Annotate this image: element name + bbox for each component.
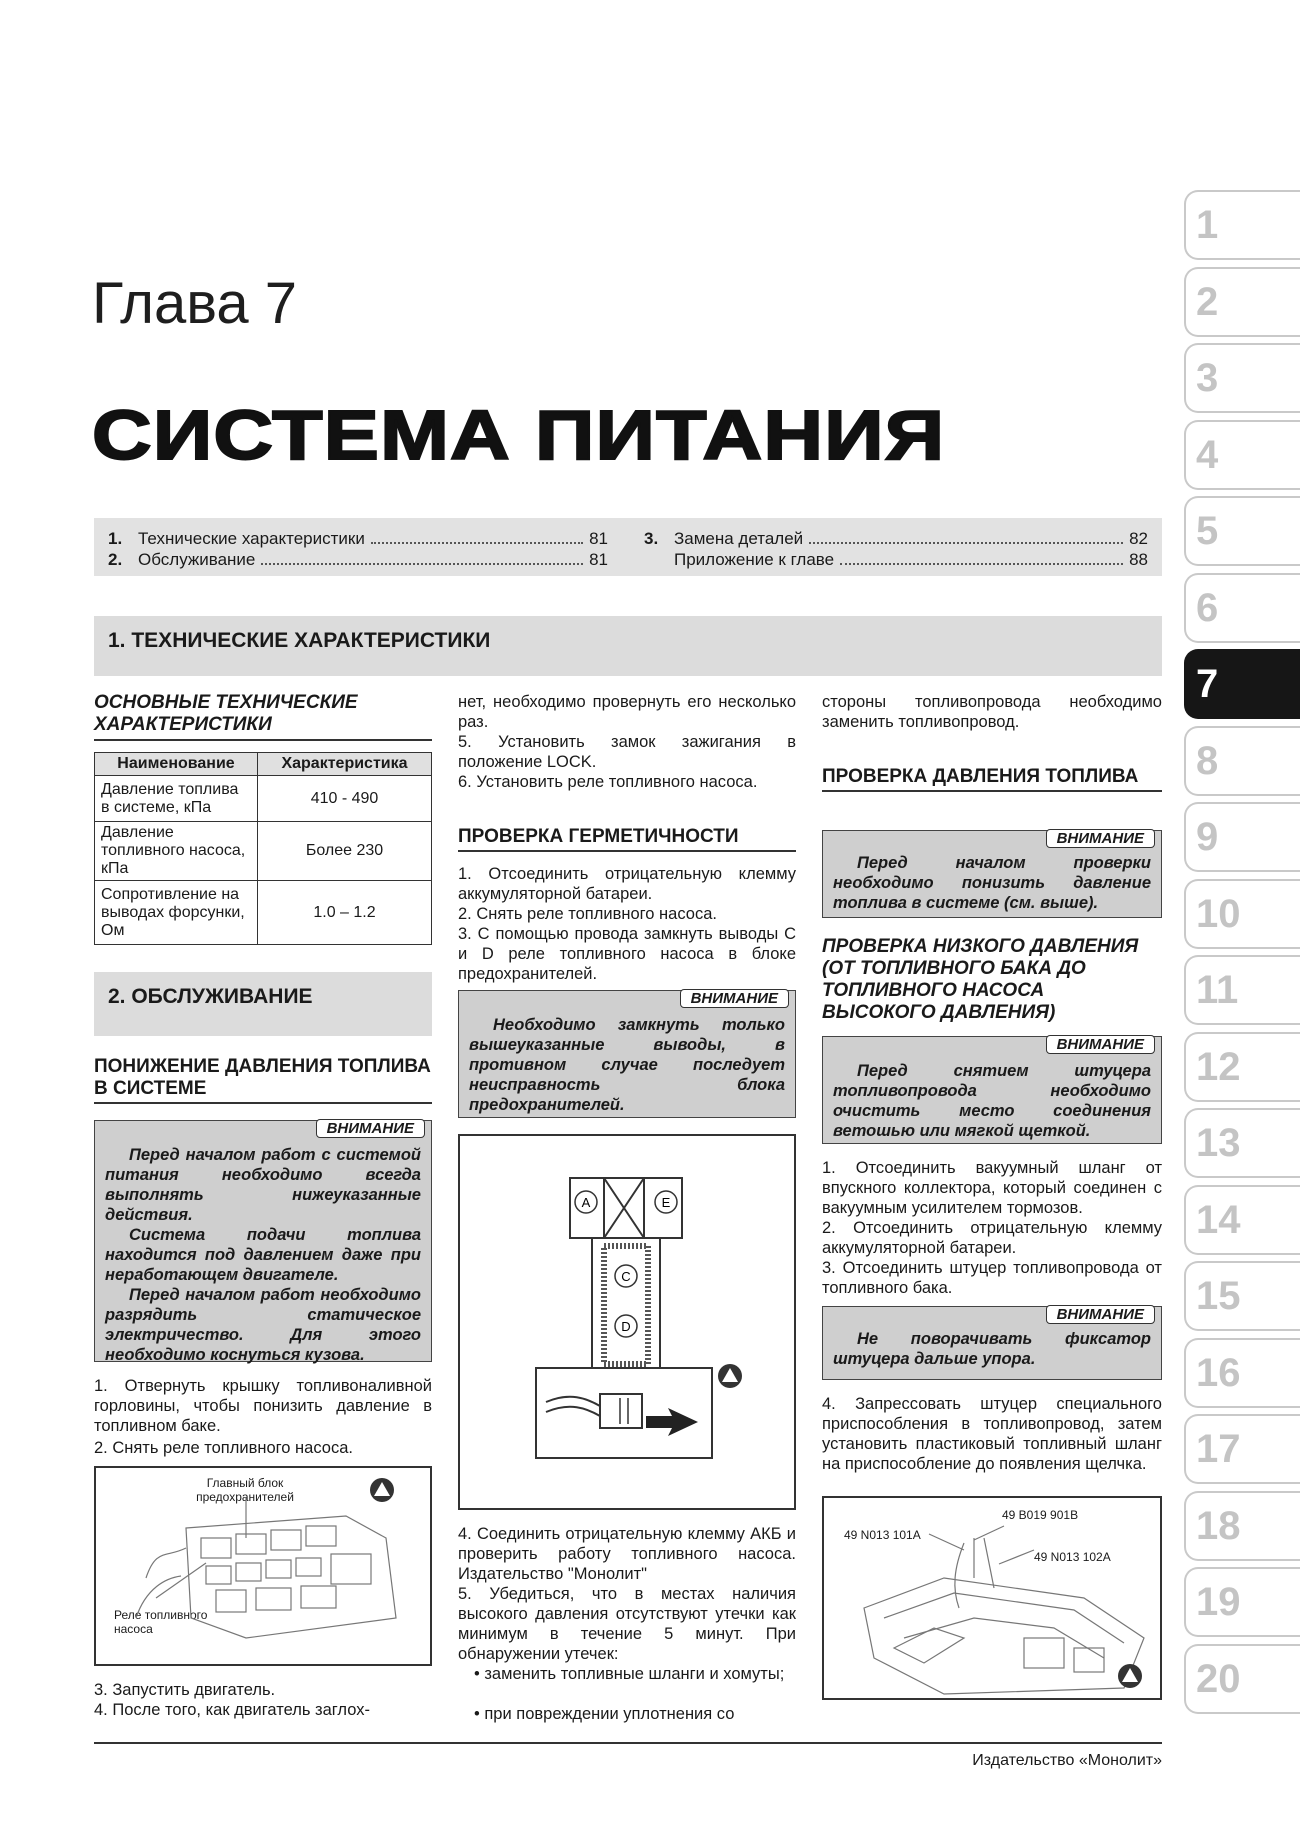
step-text: 2. Снять реле топливного насоса. — [458, 905, 717, 923]
table-header: Наименование — [95, 753, 258, 776]
warning-label: ВНИМАНИЕ — [1046, 829, 1155, 848]
terminal-label: E — [661, 1195, 671, 1210]
figure-label: 49 B019 901B — [1002, 1508, 1079, 1522]
step-text: 5. Убедиться, что в местах наличия высокого давления отсутствуют утечки как минимум в течение 5 минут. При обнаружении утечек: — [458, 1585, 796, 1663]
toc-page: 81 — [589, 529, 608, 548]
spec-table — [94, 752, 432, 945]
figure-label: Реле топливного насоса — [114, 1608, 208, 1636]
chapter-tab-17[interactable]: 17 — [1184, 1414, 1300, 1484]
subheading-low-pressure: ПРОВЕРКА НИЗКОГО ДАВЛЕНИЯ (ОТ ТОПЛИВНОГО БАКА ДО ТОПЛИВНОГО НАСОСА ВЫСОКОГО ДАВЛЕНИЯ) — [822, 936, 1139, 1023]
table-cell: 1.0 – 1.2 — [258, 881, 432, 945]
chapter-tab-14[interactable]: 14 — [1184, 1185, 1300, 1255]
toc-num: 2. — [108, 550, 123, 569]
chapter-tab-4[interactable]: 4 — [1184, 420, 1300, 490]
chapter-tab-6[interactable]: 6 — [1184, 573, 1300, 643]
table-of-contents — [94, 518, 1162, 576]
toc-page: 81 — [589, 550, 608, 569]
chapter-tab-12[interactable]: 12 — [1184, 1032, 1300, 1102]
toc-num: 3. — [644, 529, 659, 548]
table-row — [95, 881, 432, 945]
step-text: 2. Снять реле топливного насоса. — [94, 1439, 353, 1457]
manufacturer-logo — [718, 1364, 742, 1388]
subheading-pressure-check: ПРОВЕРКА ДАВЛЕНИЯ ТОПЛИВА — [822, 766, 1162, 792]
toc-page: 88 — [1129, 550, 1148, 569]
fuse-box-drawing — [96, 1468, 430, 1664]
warning-text: Перед началом проверки необходимо понизить давление топлива в системе (см. выше). — [833, 854, 1151, 912]
section-heading-specs: 1. ТЕХНИЧЕСКИЕ ХАРАКТЕРИСТИКИ — [94, 616, 1162, 676]
step-text: 1. Отвернуть крышку топливоналивной горловины, чтобы понизить давление в топливном баке. — [94, 1377, 432, 1435]
chapter-tab-16[interactable]: 16 — [1184, 1338, 1300, 1408]
step-text: стороны топливопровода необходимо заменить топливопровод. — [822, 693, 1162, 731]
terminal-label: A — [581, 1195, 591, 1210]
table-header: Характеристика — [258, 753, 432, 776]
figure-label: 49 N013 102A — [1034, 1550, 1111, 1564]
toc-item[interactable] — [108, 529, 608, 549]
warning-box — [458, 990, 796, 1118]
table-cell: Более 230 — [258, 822, 432, 881]
step-text: 4. Соединить отрицательную клемму АКБ и проверить работу топливного насоса. Издательство "Монолит" — [458, 1525, 796, 1583]
step-text: нет, необходимо провернуть его несколько раз. — [458, 693, 796, 731]
warning-text: Перед началом работ необходимо разрядить статическое электричество. Для этого необходимо коснуться кузова. — [105, 1286, 421, 1364]
chapter-tab-2[interactable]: 2 — [1184, 267, 1300, 337]
table-cell: 410 - 490 — [258, 776, 432, 822]
toc-title: Технические характеристики — [138, 529, 365, 548]
table-cell: Давление топлива в системе, кПа — [95, 776, 258, 822]
step-text: 3. С помощью провода замкнуть выводы C и D реле топливного насоса в блоке предохранителей. — [458, 925, 796, 983]
toc-title: Замена деталей — [674, 529, 804, 548]
table-cell: Давление топливного насоса, кПа — [95, 822, 258, 881]
chapter-tab-3[interactable]: 3 — [1184, 343, 1300, 413]
toc-item[interactable] — [108, 550, 608, 570]
table-row — [95, 822, 432, 881]
bullet-item: • заменить топливные шланги и хомуты; — [474, 1665, 785, 1683]
toc-title: Приложение к главе — [674, 550, 835, 569]
step-text: 4. После того, как двигатель заглох- — [94, 1701, 370, 1719]
warning-label: ВНИМАНИЕ — [680, 989, 789, 1008]
toc-title: Обслуживание — [138, 550, 256, 569]
step-text: 3. Запустить двигатель. — [94, 1681, 276, 1699]
chapter-tab-1[interactable]: 1 — [1184, 190, 1300, 260]
manufacturer-logo — [370, 1478, 394, 1502]
chapter-label: Глава 7 — [92, 271, 298, 336]
chapter-title: СИСТЕМА ПИТАНИЯ — [92, 396, 946, 474]
relay-diagram — [460, 1136, 794, 1508]
table-row — [95, 776, 432, 822]
chapter-tab-8[interactable]: 8 — [1184, 726, 1300, 796]
step-text: 2. Отсоединить отрицательную клемму аккумуляторной батареи. — [822, 1219, 1162, 1257]
warning-text: Система подачи топлива находится под давлением даже при неработающем двигателе. — [105, 1226, 421, 1284]
warning-text: Перед снятием штуцера топливопровода необходимо очистить место соединения ветошью или мягкой щеткой. — [833, 1062, 1151, 1140]
chapter-tab-15[interactable]: 15 — [1184, 1261, 1300, 1331]
chapter-tab-5[interactable]: 5 — [1184, 496, 1300, 566]
section-heading-service: 2. ОБСЛУЖИВАНИЕ — [94, 972, 432, 1036]
warning-label: ВНИМАНИЕ — [1046, 1305, 1155, 1324]
warning-box — [822, 1306, 1162, 1380]
chapter-tab-11[interactable]: 11 — [1184, 955, 1300, 1025]
figure-label: 49 N013 101A — [844, 1528, 921, 1542]
chapter-tab-10[interactable]: 10 — [1184, 879, 1300, 949]
terminal-label: D — [621, 1319, 631, 1334]
step-text: 6. Установить реле топливного насоса. — [458, 773, 758, 791]
step-text: 1. Отсоединить вакуумный шланг от впускного коллектора, который соединен с вакуумным усилителем тормозов. — [822, 1159, 1162, 1217]
step-text: 1. Отсоединить отрицательную клемму аккумуляторной батареи. — [458, 865, 796, 903]
toc-item[interactable] — [644, 529, 1148, 549]
subheading-pressure-relief: ПОНИЖЕНИЕ ДАВЛЕНИЯ ТОПЛИВА В СИСТЕМЕ — [94, 1056, 432, 1104]
engine-drawing — [824, 1498, 1160, 1698]
toc-num: 1. — [108, 529, 123, 548]
warning-box — [822, 1036, 1162, 1144]
bullet-item: • при повреждении уплотнения со — [474, 1705, 735, 1723]
footer-rule — [94, 1742, 1162, 1744]
warning-box — [94, 1120, 432, 1362]
figure-fuse-box — [94, 1466, 432, 1666]
warning-text: Не поворачивать фиксатор штуцера дальше упора. — [833, 1330, 1151, 1368]
warning-label: ВНИМАНИЕ — [1046, 1035, 1155, 1054]
chapter-tab-9[interactable]: 9 — [1184, 802, 1300, 872]
step-text: 3. Отсоединить штуцер топливопровода от топливного бака. — [822, 1259, 1162, 1297]
manufacturer-logo — [1118, 1664, 1142, 1688]
chapter-tab-13[interactable]: 13 — [1184, 1108, 1300, 1178]
table-cell: Сопротивление на выводах форсунки, Ом — [95, 881, 258, 945]
figure-label: Главный блок предохранителей — [196, 1476, 294, 1504]
subheading-leak-check: ПРОВЕРКА ГЕРМЕТИЧНОСТИ — [458, 826, 796, 852]
chapter-tab-20[interactable]: 20 — [1184, 1644, 1300, 1714]
spec-heading: ОСНОВНЫЕ ТЕХНИЧЕСКИЕ ХАРАКТЕРИСТИКИ — [94, 692, 432, 741]
warning-box — [822, 830, 1162, 918]
terminal-label: C — [621, 1269, 631, 1284]
chapter-tab-19[interactable]: 19 — [1184, 1567, 1300, 1637]
chapter-tab-18[interactable]: 18 — [1184, 1491, 1300, 1561]
toc-item[interactable] — [644, 550, 1148, 570]
warning-text: Необходимо замкнуть только вышеуказанные выводы, в противном случае последует неисправность блока предохранителей. — [469, 1016, 785, 1114]
chapter-tab-7[interactable]: 7 — [1184, 649, 1300, 719]
warning-text: Перед началом работ с системой питания необходимо всегда выполнять нижеуказанные действия. — [105, 1146, 421, 1224]
toc-page: 82 — [1129, 529, 1148, 548]
figure-relay-terminals — [458, 1134, 796, 1510]
publisher-footer: Издательство «Монолит» — [972, 1752, 1162, 1769]
figure-fuel-line-tool — [822, 1496, 1162, 1700]
warning-label: ВНИМАНИЕ — [316, 1119, 425, 1138]
step-text: 5. Установить замок зажигания в положение LOCK. — [458, 733, 796, 771]
step-text: 4. Запрессовать штуцер специального приспособления в топливопровод, затем установить пластиковый топливный шланг на приспособление до появления щелчка. — [822, 1395, 1162, 1473]
